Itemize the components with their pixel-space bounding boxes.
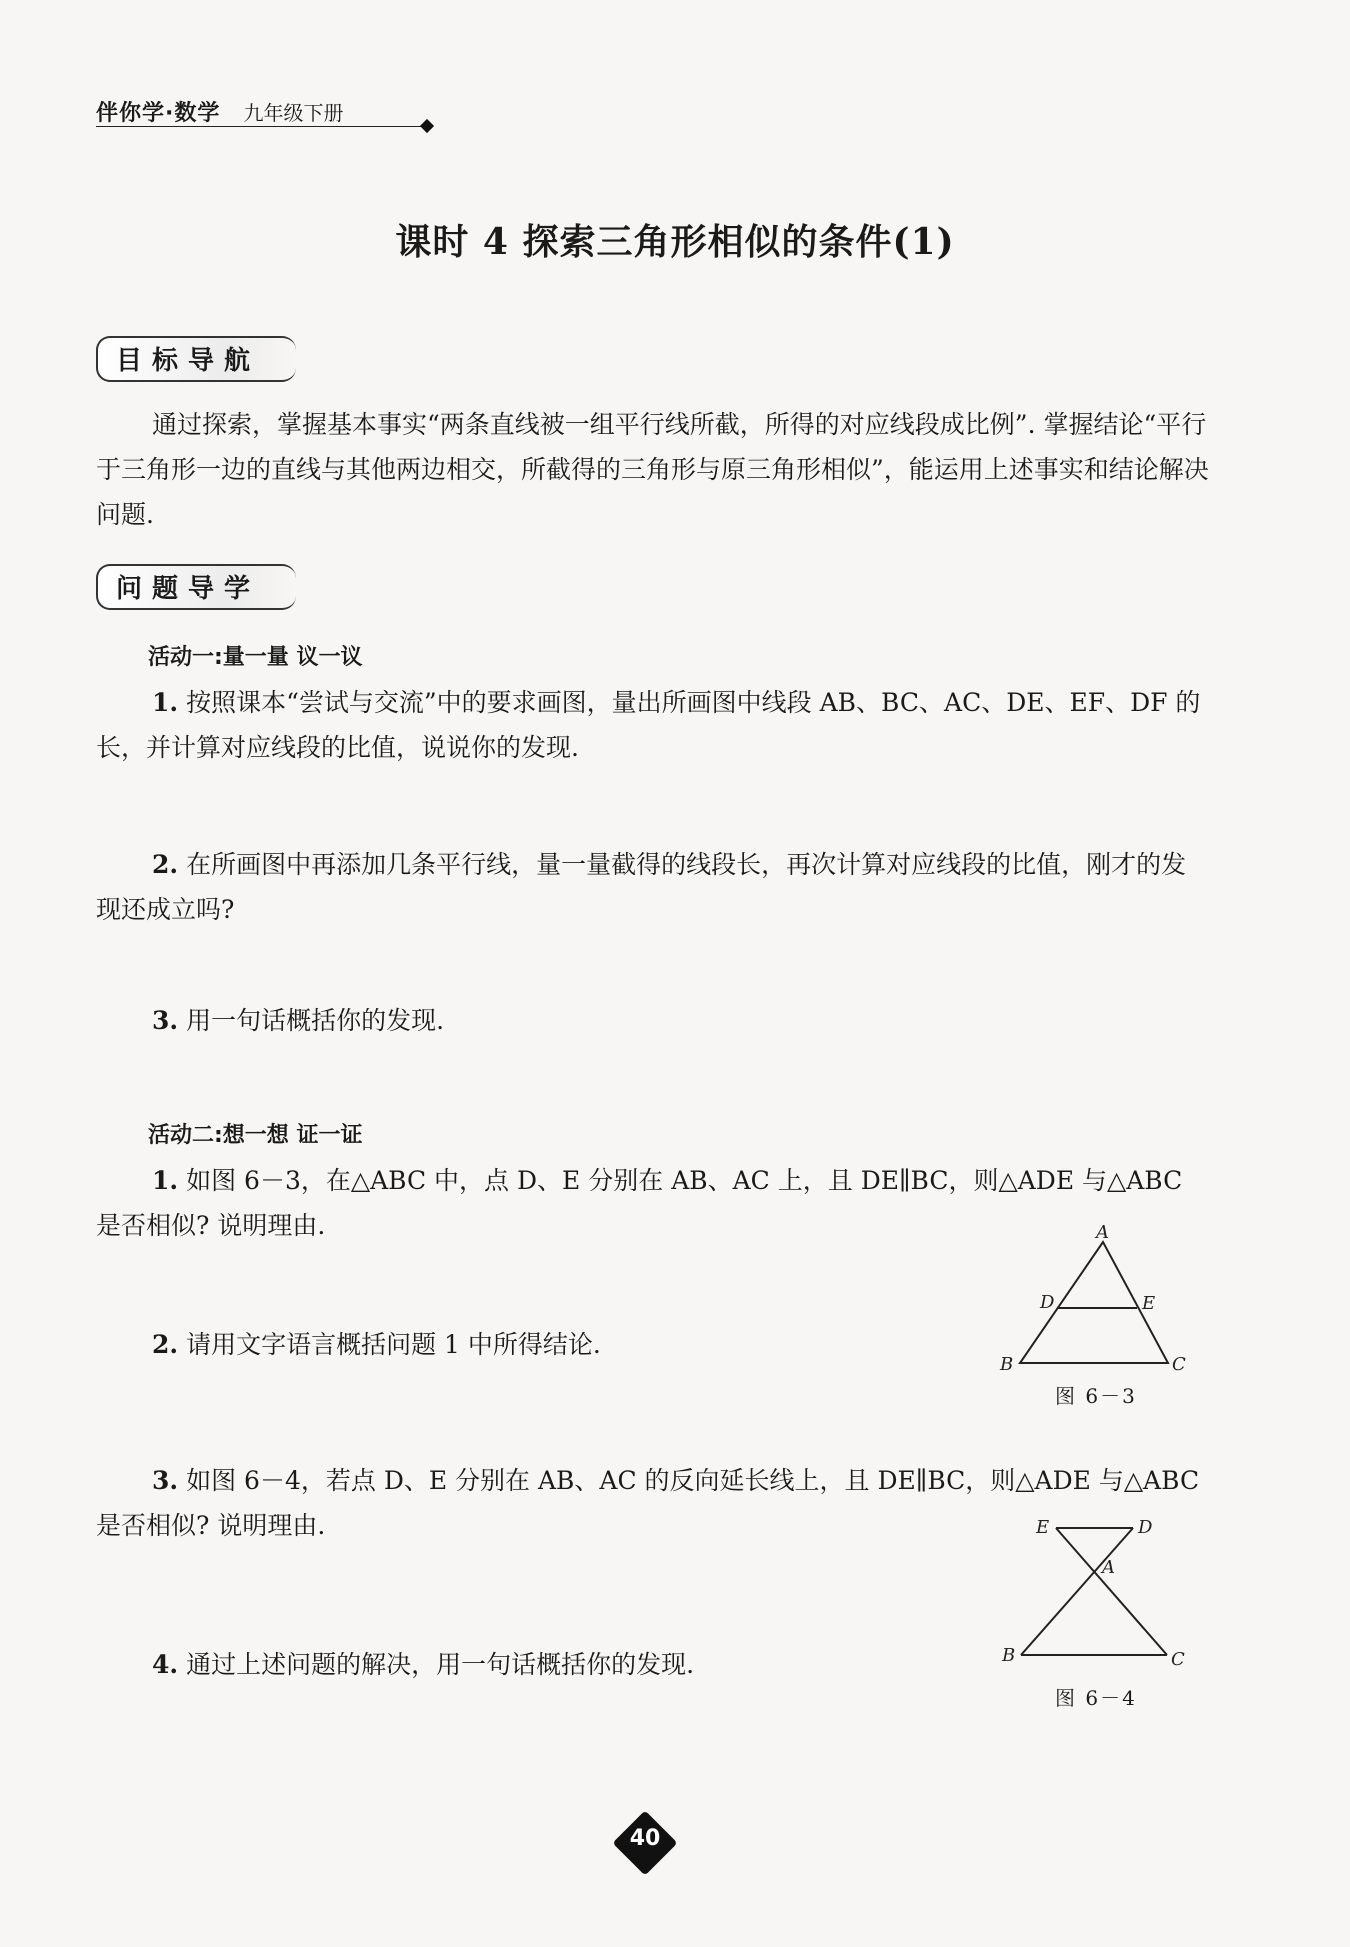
- label-e: E: [1142, 1293, 1156, 1314]
- book-brand: 伴你学·数学: [96, 101, 221, 126]
- figure-6-3-caption: 图 6－3: [1055, 1384, 1137, 1408]
- label-a: A: [1096, 1222, 1109, 1243]
- activity1-heading: 活动一:量一量 议一议: [148, 645, 363, 670]
- label-a: A: [1102, 1557, 1115, 1578]
- activity1-question-1: [96, 680, 1211, 770]
- section-tag-questions-label: 问题导学: [116, 574, 261, 604]
- segment-db: [1021, 1528, 1133, 1655]
- lesson-title: 课时 4 探索三角形相似的条件(1): [395, 221, 955, 263]
- section-tag-goals-label: 目标导航: [116, 346, 261, 376]
- figure-6-3: [990, 1220, 1200, 1400]
- segment-ec: [1056, 1528, 1167, 1655]
- book-grade: 九年级下册: [243, 101, 344, 125]
- question-number: 2.: [152, 850, 179, 879]
- question-text: 用一句话概括你的发现.: [186, 1006, 445, 1035]
- section-tag-goals: [96, 336, 296, 382]
- question-number: 1.: [152, 688, 179, 717]
- activity1-question-3: [96, 998, 1211, 1043]
- activity2-question-4: [96, 1642, 896, 1687]
- activity2-heading: 活动二:想一想 证一证: [148, 1123, 363, 1148]
- question-text: 在所画图中再添加几条平行线，量一量截得的线段长，再次计算对应线段的比值，刚才的发现还成立吗?: [96, 850, 1187, 924]
- figure-6-4: [990, 1505, 1200, 1675]
- label-c: C: [1171, 1649, 1185, 1670]
- question-text: 如图 6－3，在△ABC 中，点 D、E 分别在 AB、AC 上，且 DE∥BC，则△ADE 与△ABC 是否相似? 说明理由.: [96, 1166, 1183, 1240]
- question-text: 请用文字语言概括问题 1 中所得结论.: [186, 1330, 601, 1359]
- figure-6-4-caption: 图 6－4: [1055, 1686, 1137, 1710]
- question-number: 3.: [152, 1466, 179, 1495]
- question-number: 4.: [152, 1650, 179, 1679]
- question-number: 2.: [152, 1330, 179, 1359]
- label-b: B: [1002, 1645, 1016, 1666]
- label-c: C: [1172, 1354, 1186, 1375]
- label-d: D: [1138, 1517, 1153, 1538]
- diamond-icon: [420, 119, 434, 133]
- header-rule: [96, 126, 426, 127]
- page-number: 40: [629, 1826, 661, 1851]
- section-tag-questions: [96, 564, 296, 610]
- question-text: 按照课本“尝试与交流”中的要求画图，量出所画图中线段 AB、BC、AC、DE、EF、DF 的长，并计算对应线段的比值，说说你的发现.: [96, 688, 1201, 762]
- activity1-question-2: [96, 842, 1211, 932]
- question-number: 1.: [152, 1166, 179, 1195]
- activity2-question-2: [96, 1322, 896, 1367]
- question-number: 3.: [152, 1006, 179, 1035]
- label-e: E: [1036, 1517, 1050, 1538]
- question-text: 通过上述问题的解决，用一句话概括你的发现.: [186, 1650, 695, 1679]
- question-text: 如图 6－4，若点 D、E 分别在 AB、AC 的反向延长线上，且 DE∥BC，则△ADE 与△ABC 是否相似? 说明理由.: [96, 1466, 1200, 1540]
- goals-paragraph: 通过探索，掌握基本事实“两条直线被一组平行线所截，所得的对应线段成比例”. 掌握结论“平行于三角形一边的直线与其他两边相交，所截得的三角形与原三角形相似”，能运用上述事实和结论解决问题.: [96, 410, 1209, 529]
- label-b: B: [1000, 1354, 1014, 1375]
- label-d: D: [1040, 1292, 1055, 1313]
